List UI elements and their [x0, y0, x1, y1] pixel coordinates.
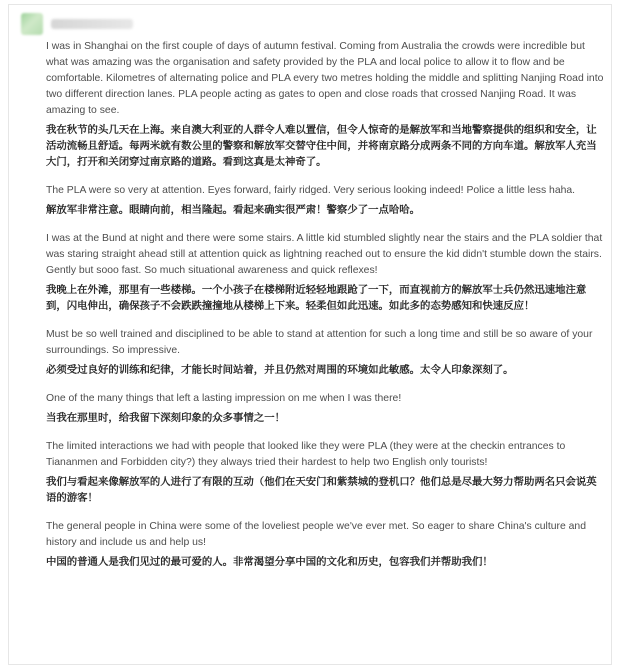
paragraph-4	[46, 327, 604, 378]
chinese-translation: 中国的普通人是我们见过的最可爱的人。非常渴望分享中国的文化和历史，包容我们并帮助我们！	[46, 556, 493, 568]
english-text: The PLA were so very at attention. Eyes forward, fairly ridged. Very serious looking indeed! Police a little less haha.	[46, 185, 576, 196]
chinese-translation: 我晚上在外滩，那里有一些楼梯。一个小孩子在楼梯附近轻轻地跟跄了一下，而直视前方的解放军士兵仍然迅速地注意到，闪电伸出，确保孩子不会跌跌撞撞地从楼梯上下来。轻柔但如此迅速。如此多的态势感知和快速反应！	[46, 284, 587, 312]
paragraph-3	[46, 231, 604, 314]
chinese-translation: 当我在那里时，给我留下深刻印象的众多事情之一！	[46, 412, 285, 424]
english-text: I was in Shanghai on the first couple of days of autumn festival. Coming from Australia the crowds were incredible but what was amazing was the organisation and safety provided by the PLA and local police to allow it to flow and be comfortable. Kilometres of alternating police and PLA every two metres holding the middle and splitting Nanjing Road into two different direction lanes. PLA people acting as gates to open and close roads that crossed Nanjing Road. It was amazing to see.	[46, 41, 604, 116]
paragraph-2	[46, 183, 604, 218]
paragraph-6	[46, 439, 604, 506]
paragraph-5	[46, 391, 604, 426]
blurred-username[interactable]	[51, 19, 133, 29]
post-body	[46, 39, 604, 583]
english-text: The limited interactions we had with people that looked like they were PLA (they were at the checkin entrances to Tiananmen and Forbidden city?) they always tried their hardest to help two English only tourists!	[46, 441, 566, 468]
avatar[interactable]	[21, 13, 43, 35]
english-text: One of the many things that left a lasting impression on me when I was there!	[46, 393, 402, 404]
post-header	[21, 11, 133, 37]
english-text: The general people in China were some of the loveliest people we've ever met. So eager to share China's culture and history and include us and help us!	[46, 521, 586, 548]
english-text: I was at the Bund at night and there were some stairs. A little kid stumbled slightly near the stairs and the PLA soldier that was staring straight ahead still at attention quick as lightning reached out to ensure the kid didn't stumble down the stairs. Gently but sooo fast. So much situational awareness and quick reflexes!	[46, 233, 603, 276]
post-card	[8, 4, 612, 665]
english-text: Must be so well trained and disciplined to be able to stand at attention for such a long time and still be so aware of your surroundings. So impressive.	[46, 329, 593, 356]
chinese-translation: 解放军非常注意。眼睛向前，相当隆起。看起来确实很严肃！警察少了一点哈哈。	[46, 204, 421, 216]
chinese-translation: 我们与看起来像解放军的人进行了有限的互动（他们在天安门和紫禁城的登机口？他们总是尽最大努力帮助两名只会说英语的游客！	[46, 476, 597, 504]
paragraph-7	[46, 519, 604, 570]
chinese-translation: 我在秋节的头几天在上海。来自澳大利亚的人群令人难以置信，但令人惊奇的是解放军和当地警察提供的组织和安全，让活动流畅且舒适。每两米就有数公里的警察和解放军交替守住中间，并将南京路分成两条不同的方向车道。解放军人充当大门，打开和关闭穿过南京路的道路。看到这真是太神奇了。	[46, 124, 597, 168]
chinese-translation: 必须受过良好的训练和纪律，才能长时间站着，并且仍然对周围的环境如此敏感。太令人印象深刻了。	[46, 364, 514, 376]
paragraph-1	[46, 39, 604, 170]
